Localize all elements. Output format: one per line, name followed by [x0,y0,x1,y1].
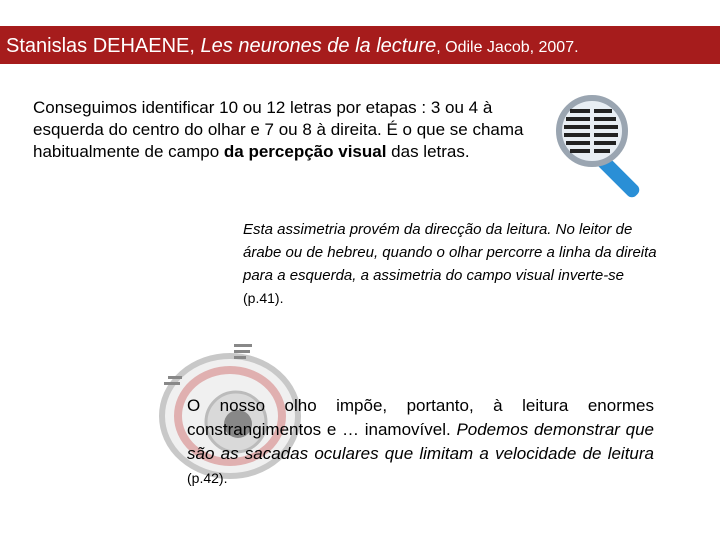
magnifying-glass-icon [552,93,662,198]
publisher: , Odile Jacob, 2007. [436,39,579,56]
header-bar [0,26,720,64]
paragraph-2-text: Esta assimetria provém da direcção da leitura. No leitor de árabe ou de hebreu, quando o olhar percorre a linha da direita para a esquerda, a assimetria do campo visual inverte-se [243,221,657,284]
paragraph-1 [33,97,543,163]
author: Stanislas DEHAENE, [6,35,201,57]
paragraph-3 [187,394,654,490]
book-title: Les neurones de la lecture [200,35,437,57]
paragraph-1-end: das letras. [386,142,470,161]
paragraph-1-text: Conseguimos identificar 10 ou 12 letras por etapas : 3 ou 4 à esquerda do centro do olhar e 7 ou 8 à direita. É o que se chama habitualmente de campo [33,98,524,161]
paragraph-3-plain: O nosso olho impõe, portanto, à leitura enormes constrangimentos e … inamovível. [187,396,654,439]
paragraph-2-ref: (p.41). [243,290,284,306]
paragraph-1-bold: da percepção visual [223,142,387,161]
paragraph-2 [243,218,663,310]
header-title [6,35,579,58]
paragraph-3-ref: (p.42). [187,470,228,486]
paragraph-3-italic: Podemos demonstrar que são as sacadas oculares que limitam a velocidade de leitura [187,420,655,463]
